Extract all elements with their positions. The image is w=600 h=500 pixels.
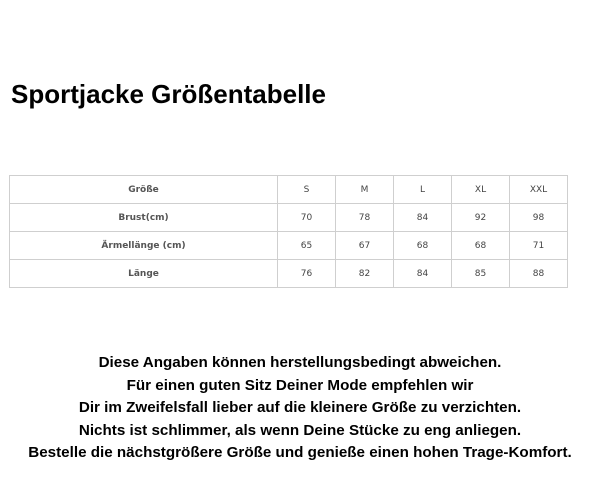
header-label-cell: Größe [10, 176, 278, 204]
table-row-brust [10, 204, 568, 232]
note-line: Dir im Zweifelsfall lieber auf die kleinere Größe zu verzichten. [78, 399, 522, 416]
header-size-s: S [278, 176, 336, 204]
row-label-aermellaenge: Ärmellänge (cm) [10, 232, 278, 260]
table-cell: 98 [510, 204, 568, 232]
table-cell: 88 [510, 260, 568, 288]
page-title: Sportjacke Größentabelle [11, 79, 326, 109]
table-header-row [10, 176, 568, 204]
table-cell: 82 [336, 260, 394, 288]
header-size-l: L [394, 176, 452, 204]
table-cell: 65 [278, 232, 336, 260]
table-row-aermellaenge [10, 232, 568, 260]
header-size-xl: XL [452, 176, 510, 204]
table-cell: 68 [394, 232, 452, 260]
size-chart-table [9, 175, 568, 288]
row-label-brust: Brust(cm) [10, 204, 278, 232]
note-line: Nichts ist schlimmer, als wenn Deine Stücke zu eng anliegen. [78, 421, 522, 439]
sizing-notes [0, 352, 600, 465]
note-line: Bestelle die nächstgrößere Größe und genieße einen hohen Trage-Komfort. [28, 444, 572, 461]
row-label-laenge: Länge [10, 260, 278, 288]
table-cell: 85 [452, 260, 510, 288]
header-size-xxl: XXL [510, 176, 568, 204]
table-cell: 84 [394, 204, 452, 232]
table-cell: 68 [452, 232, 510, 260]
table-cell: 70 [278, 204, 336, 232]
table-cell: 71 [510, 232, 568, 260]
table-cell: 78 [336, 204, 394, 232]
table-cell: 67 [336, 232, 394, 260]
note-line: Für einen guten Sitz Deiner Mode empfehlen wir [126, 376, 474, 394]
table-row-laenge [10, 260, 568, 288]
table-cell: 92 [452, 204, 510, 232]
table-cell: 76 [278, 260, 336, 288]
table-cell: 84 [394, 260, 452, 288]
note-line: Diese Angaben können herstellungsbedingt abweichen. [98, 354, 502, 371]
header-size-m: M [336, 176, 394, 204]
